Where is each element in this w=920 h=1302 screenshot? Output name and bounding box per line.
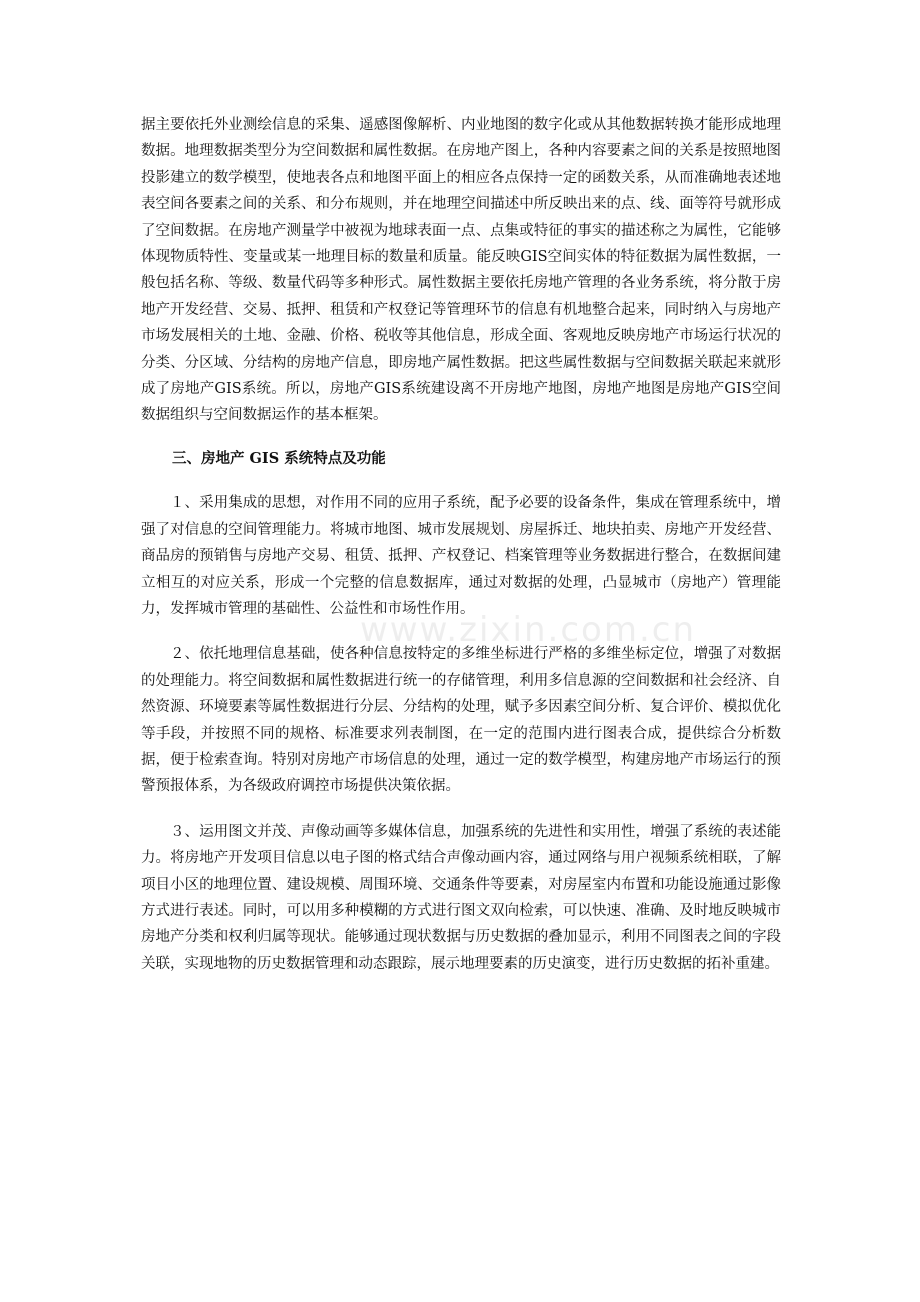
watermark-text: www.zixin.com.cn bbox=[360, 610, 696, 650]
document-page bbox=[141, 112, 781, 977]
feature-paragraph-2: ２、依托地理信息基础，使各种信息按特定的多维坐标进行严格的多维坐标定位，增强了对数据的处理能力。将空间数据和属性数据进行统一的存储管理，利用多信息源的空间数据和社会经济、自然资源、环境要素等属性数据进行分层、分结构的处理，赋予多因素空间分析、复合评价、模拟优化等手段，并按照不同的规格、标准要求列表制图，在一定的范围内进行图表合成，提供综合分析数据，便于检索查询。特别对房地产市场信息的处理，通过一定的数学模型，构建房地产市场运行的预警预报体系，为各级政府调控市场提供决策依据。 bbox=[141, 646, 781, 795]
spacer bbox=[141, 800, 781, 819]
intro-paragraph: 据主要依托外业测绘信息的采集、遥感图像解析、内业地图的数字化或从其他数据转换才能形成地理数据。地理数据类型分为空间数据和属性数据。在房地产图上，各种内容要素之间的关系是按照地图投影建立的数学模型，使地表各点和地图平面上的相应各点保持一定的函数关系，从而准确地表述地表空间各要素之间的关系、和分布规则，并在地理空间描述中所反映出来的点、线、面等符号就形成了空间数据。在房地产测量学中被视为地球表面一点、点集或特征的事实的描述称之为属性，它能够体现物质特性、变量或某一地理目标的数量和质量。能反映GIS空间实体的特征数据为属性数据，一般包括名称、等级、数量代码等多种形式。属性数据主要依托房地产管理的各业务系统，将分散于房地产开发经营、交易、抵押、租赁和产权登记等管理环节的信息有机地整合起来，同时纳入与房地产市场发展相关的土地、金融、价格、税收等其他信息，形成全面、客观地反映房地产市场运行状况的分类、分区域、分结构的房地产信息，即房地产属性数据。把这些属性数据与空间数据关联起来就形成了房地产GIS系统。所以，房地产GIS系统建设离不开房地产地图，房地产地图是房地产GIS空间数据组织与空间数据运作的基本框架。 bbox=[141, 117, 781, 424]
feature-paragraph-3: ３、运用图文并茂、声像动画等多媒体信息，加强系统的先进性和实用性，增强了系统的表述能力。将房地产开发项目信息以电子图的格式结合声像动画内容，通过网络与用户视频系统相联，了解项目小区的地理位置、建设规模、周围环境、交通条件等要素，对房屋室内布置和功能设施通过影像方式进行表述。同时，可以用多种模糊的方式进行图文双向检索，可以快速、准确、及时地反映城市房地产分类和权利归属等现状。能够通过现状数据与历史数据的叠加显示，利用不同图表之间的字段关联，实现地物的历史数据管理和动态跟踪，展示地理要素的历史演变，进行历史数据的拓补重建。 bbox=[141, 823, 781, 972]
spacer bbox=[141, 622, 781, 641]
spacer bbox=[141, 429, 781, 446]
feature-paragraph-1: １、采用集成的思想，对作用不同的应用子系统，配予必要的设备条件，集成在管理系统中，增强了对信息的空间管理能力。将城市地图、城市发展规划、房屋拆迁、地块拍卖、房地产开发经营、商品房的预销售与房地产交易、租赁、抵押、产权登记、档案管理等业务数据进行整合，在数据间建立相互的对应关系，形成一个完整的信息数据库，通过对数据的处理，凸显城市（房地产）管理能力，发挥城市管理的基础性、公益性和市场性作用。 bbox=[141, 495, 781, 617]
section-heading: 三、房地产 GIS 系统特点及功能 bbox=[172, 449, 386, 467]
spacer bbox=[141, 472, 781, 490]
